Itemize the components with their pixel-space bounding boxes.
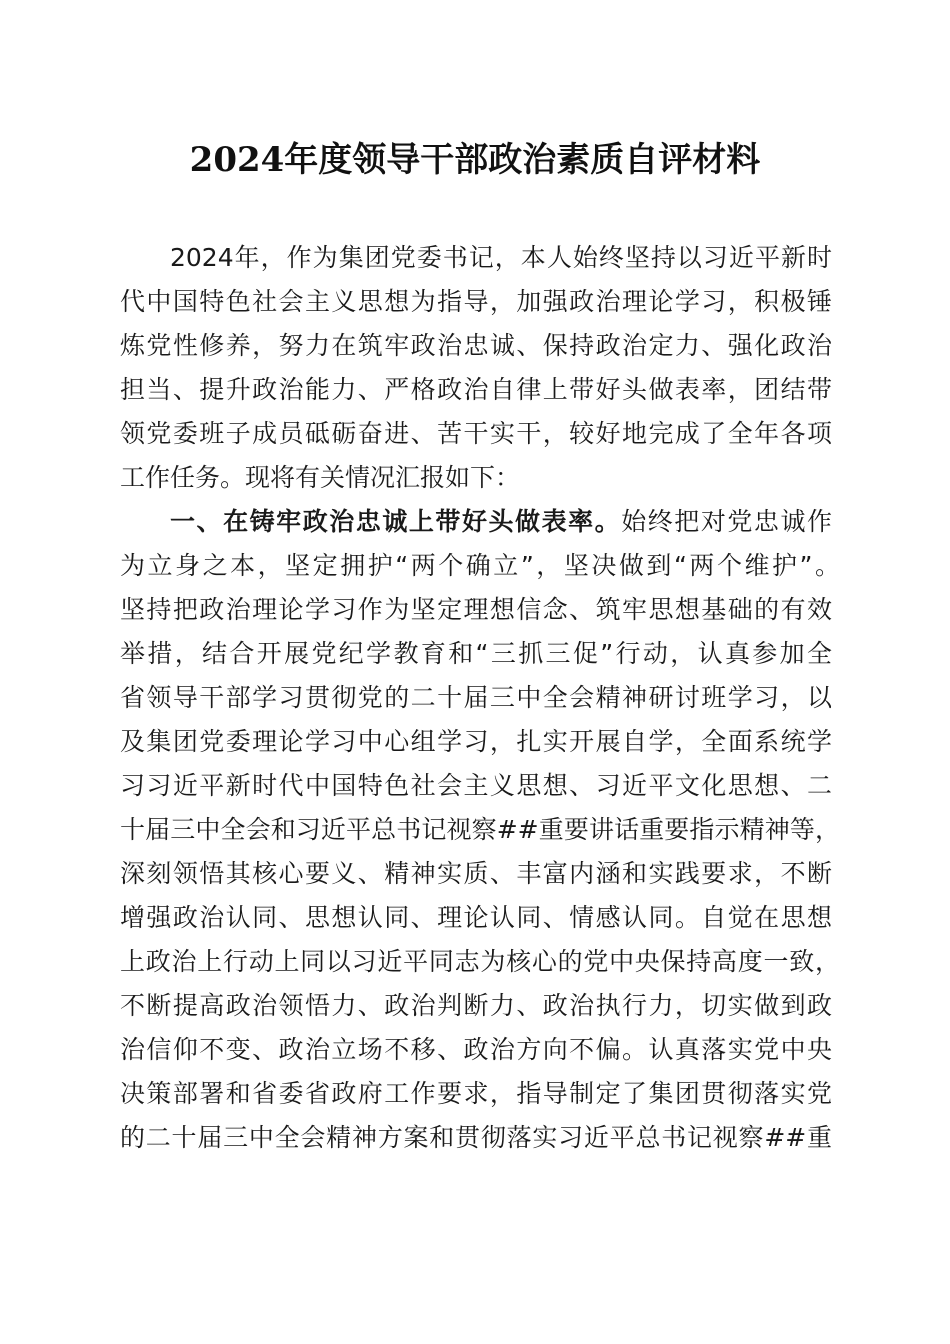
body-line: 深刻领悟其核心要义、精神实质、丰富内涵和实践要求，不断 <box>120 859 832 888</box>
intro-line: 2024年，作为集团党委书记，本人始终坚持以习近平新时 <box>170 243 832 272</box>
section1-first-line-rest: 始终把对党忠诚作 <box>621 507 832 536</box>
intro-line: 担当、提升政治能力、严格政治自律上带好头做表率，团结带 <box>120 375 832 404</box>
intro-line: 炼党性修养，努力在筑牢政治忠诚、保持政治定力、强化政治 <box>120 331 832 360</box>
section1-heading: 一、在铸牢政治忠诚上带好头做表率。 <box>170 507 622 536</box>
body-line: 上政治上行动上同以习近平同志为核心的党中央保持高度一致， <box>120 947 840 976</box>
body-line: 坚持把政治理论学习作为坚定理想信念、筑牢思想基础的有效 <box>120 595 832 624</box>
body-line: 为立身之本，坚定拥护“两个确立”，坚决做到“两个维护”。 <box>120 551 840 580</box>
body-line: 的二十届三中全会精神方案和贯彻落实习近平总书记视察##重 <box>120 1123 832 1152</box>
body-line: 习习近平新时代中国特色社会主义思想、习近平文化思想、二 <box>120 771 832 800</box>
document-title: 2024年度领导干部政治素质自评材料 <box>189 140 761 180</box>
body-line: 决策部署和省委省政府工作要求，指导制定了集团贯彻落实党 <box>120 1079 832 1108</box>
body-line: 十届三中全会和习近平总书记视察##重要讲话重要指示精神等， <box>120 815 840 844</box>
intro-line: 领党委班子成员砥砺奋进、苦干实干，较好地完成了全年各项 <box>120 419 832 448</box>
section1-first-line <box>170 500 832 544</box>
intro-line: 工作任务。现将有关情况汇报如下： <box>120 463 521 492</box>
body-line: 举措，结合开展党纪学教育和“三抓三促”行动，认真参加全 <box>120 639 832 668</box>
body-line: 省领导干部学习贯彻党的二十届三中全会精神研讨班学习，以 <box>120 683 832 712</box>
body-line: 及集团党委理论学习中心组学习，扎实开展自学，全面系统学 <box>120 727 832 756</box>
body-line: 增强政治认同、思想认同、理论认同、情感认同。自觉在思想 <box>120 903 832 932</box>
intro-line: 代中国特色社会主义思想为指导，加强政治理论学习，积极锤 <box>120 287 832 316</box>
body-line: 治信仰不变、政治立场不移、政治方向不偏。认真落实党中央 <box>120 1035 832 1064</box>
body-line: 不断提高政治领悟力、政治判断力、政治执行力，切实做到政 <box>120 991 832 1020</box>
